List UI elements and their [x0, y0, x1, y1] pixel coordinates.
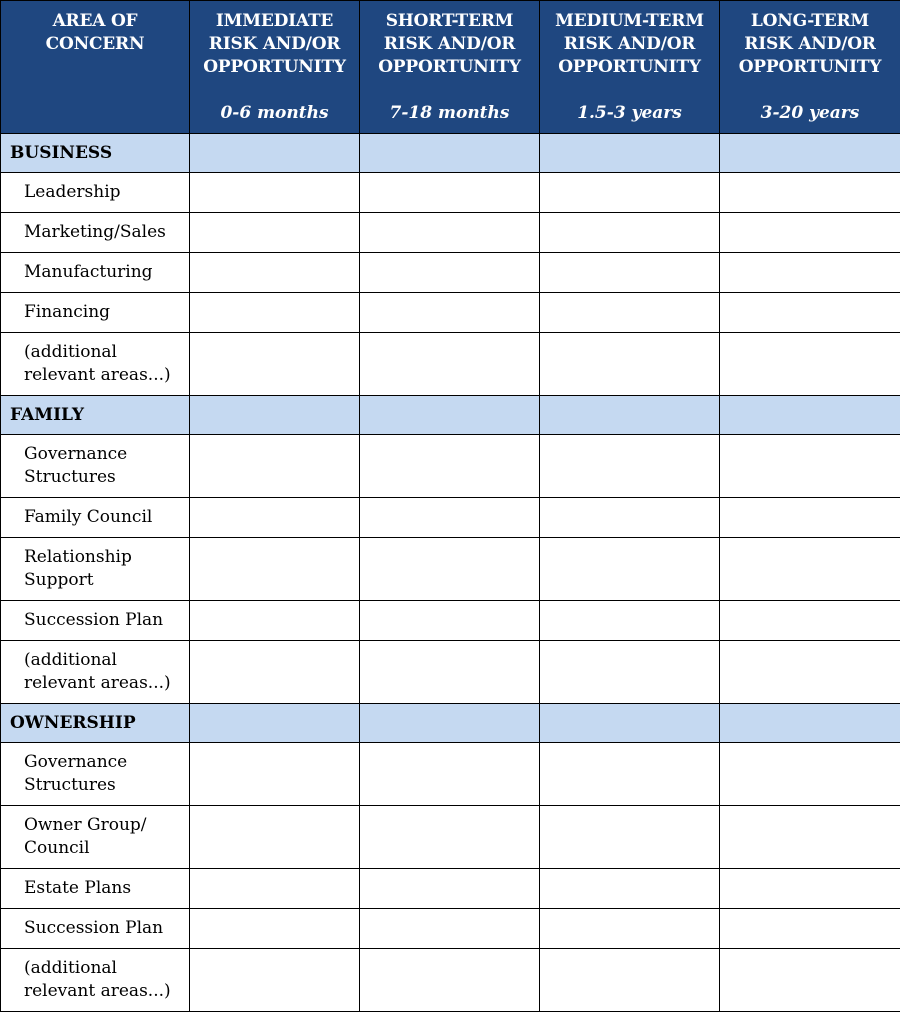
header-title: AREA OF CONCERN: [45, 11, 145, 54]
empty-cell[interactable]: [540, 213, 720, 253]
empty-cell[interactable]: [720, 869, 900, 909]
header-range: 0-6 months: [220, 103, 329, 123]
section-label: BUSINESS: [1, 134, 190, 173]
header-long-term: [720, 1, 900, 134]
table-row: [1, 949, 900, 1012]
table-row: [1, 641, 900, 704]
section-row-business: [1, 134, 900, 173]
empty-cell[interactable]: [720, 949, 900, 1012]
empty-cell[interactable]: [360, 396, 540, 435]
table-row: [1, 253, 900, 293]
table-row: [1, 333, 900, 396]
empty-cell[interactable]: [540, 869, 720, 909]
table-row: [1, 435, 900, 498]
empty-cell[interactable]: [190, 601, 360, 641]
empty-cell[interactable]: [720, 253, 900, 293]
empty-cell[interactable]: [360, 293, 540, 333]
empty-cell[interactable]: [540, 743, 720, 806]
row-label: Owner Group/ Council: [1, 806, 190, 869]
empty-cell[interactable]: [190, 213, 360, 253]
section-row-family: [1, 396, 900, 435]
section-label: OWNERSHIP: [1, 704, 190, 743]
table-row: [1, 601, 900, 641]
header-title: SHORT-TERM RISK AND/OR OPPORTUNITY: [378, 11, 521, 77]
empty-cell[interactable]: [360, 134, 540, 173]
table-row: [1, 806, 900, 869]
empty-cell[interactable]: [360, 806, 540, 869]
row-label: Family Council: [1, 498, 190, 538]
empty-cell[interactable]: [360, 173, 540, 213]
header-range: 7-18 months: [389, 103, 510, 123]
empty-cell[interactable]: [360, 909, 540, 949]
empty-cell[interactable]: [190, 909, 360, 949]
empty-cell[interactable]: [720, 333, 900, 396]
empty-cell[interactable]: [190, 704, 360, 743]
empty-cell[interactable]: [190, 396, 360, 435]
empty-cell[interactable]: [190, 869, 360, 909]
empty-cell[interactable]: [540, 704, 720, 743]
empty-cell[interactable]: [720, 641, 900, 704]
empty-cell[interactable]: [720, 704, 900, 743]
empty-cell[interactable]: [540, 134, 720, 173]
empty-cell[interactable]: [720, 173, 900, 213]
row-label: (additional relevant areas...): [1, 641, 190, 704]
row-label: Leadership: [1, 173, 190, 213]
empty-cell[interactable]: [720, 909, 900, 949]
empty-cell[interactable]: [190, 293, 360, 333]
empty-cell[interactable]: [720, 134, 900, 173]
header-medium-term: [540, 1, 720, 134]
header-range: 3-20 years: [760, 103, 860, 123]
empty-cell[interactable]: [360, 213, 540, 253]
row-label: Manufacturing: [1, 253, 190, 293]
empty-cell[interactable]: [720, 806, 900, 869]
empty-cell[interactable]: [540, 253, 720, 293]
empty-cell[interactable]: [190, 333, 360, 396]
empty-cell[interactable]: [190, 435, 360, 498]
empty-cell[interactable]: [540, 333, 720, 396]
row-label: Marketing/Sales: [1, 213, 190, 253]
empty-cell[interactable]: [190, 743, 360, 806]
empty-cell[interactable]: [360, 601, 540, 641]
empty-cell[interactable]: [540, 806, 720, 869]
empty-cell[interactable]: [540, 909, 720, 949]
row-label: Succession Plan: [1, 909, 190, 949]
empty-cell[interactable]: [540, 435, 720, 498]
table-row: [1, 869, 900, 909]
empty-cell[interactable]: [360, 743, 540, 806]
table-row: [1, 538, 900, 601]
empty-cell[interactable]: [540, 396, 720, 435]
empty-cell[interactable]: [360, 333, 540, 396]
table-row: [1, 293, 900, 333]
empty-cell[interactable]: [360, 435, 540, 498]
empty-cell[interactable]: [190, 253, 360, 293]
empty-cell[interactable]: [190, 134, 360, 173]
table-row: [1, 909, 900, 949]
empty-cell[interactable]: [190, 949, 360, 1012]
row-label: (additional relevant areas...): [1, 333, 190, 396]
empty-cell[interactable]: [720, 601, 900, 641]
empty-cell[interactable]: [190, 641, 360, 704]
table-row: [1, 213, 900, 253]
row-label: Governance Structures: [1, 435, 190, 498]
empty-cell[interactable]: [720, 538, 900, 601]
empty-cell[interactable]: [360, 641, 540, 704]
empty-cell[interactable]: [360, 869, 540, 909]
empty-cell[interactable]: [720, 396, 900, 435]
empty-cell[interactable]: [720, 213, 900, 253]
empty-cell[interactable]: [190, 173, 360, 213]
empty-cell[interactable]: [540, 538, 720, 601]
empty-cell[interactable]: [540, 641, 720, 704]
header-short-term: [360, 1, 540, 134]
empty-cell[interactable]: [360, 253, 540, 293]
empty-cell[interactable]: [190, 538, 360, 601]
empty-cell[interactable]: [360, 704, 540, 743]
row-label: Governance Structures: [1, 743, 190, 806]
table-row: [1, 173, 900, 213]
header-title: IMMEDIATE RISK AND/OR OPPORTUNITY: [203, 11, 346, 77]
empty-cell[interactable]: [540, 498, 720, 538]
header-immediate: [190, 1, 360, 134]
section-label: FAMILY: [1, 396, 190, 435]
header-area-of-concern: [1, 1, 190, 134]
empty-cell[interactable]: [720, 743, 900, 806]
empty-cell[interactable]: [540, 293, 720, 333]
empty-cell[interactable]: [360, 498, 540, 538]
row-label: Succession Plan: [1, 601, 190, 641]
row-label: Relationship Support: [1, 538, 190, 601]
empty-cell[interactable]: [540, 949, 720, 1012]
header-title: MEDIUM-TERM RISK AND/OR OPPORTUNITY: [555, 11, 704, 77]
empty-cell[interactable]: [720, 498, 900, 538]
empty-cell[interactable]: [720, 293, 900, 333]
header-row: [1, 1, 900, 134]
table-row: [1, 743, 900, 806]
header-title: LONG-TERM RISK AND/OR OPPORTUNITY: [738, 11, 882, 77]
section-row-ownership: [1, 704, 900, 743]
row-label: Financing: [1, 293, 190, 333]
table-row: [1, 498, 900, 538]
empty-cell[interactable]: [720, 435, 900, 498]
empty-cell[interactable]: [540, 601, 720, 641]
empty-cell[interactable]: [360, 538, 540, 601]
header-range: 1.5-3 years: [577, 103, 682, 123]
empty-cell[interactable]: [540, 173, 720, 213]
empty-cell[interactable]: [190, 806, 360, 869]
row-label: Estate Plans: [1, 869, 190, 909]
empty-cell[interactable]: [360, 949, 540, 1012]
empty-cell[interactable]: [190, 498, 360, 538]
row-label: (additional relevant areas...): [1, 949, 190, 1012]
